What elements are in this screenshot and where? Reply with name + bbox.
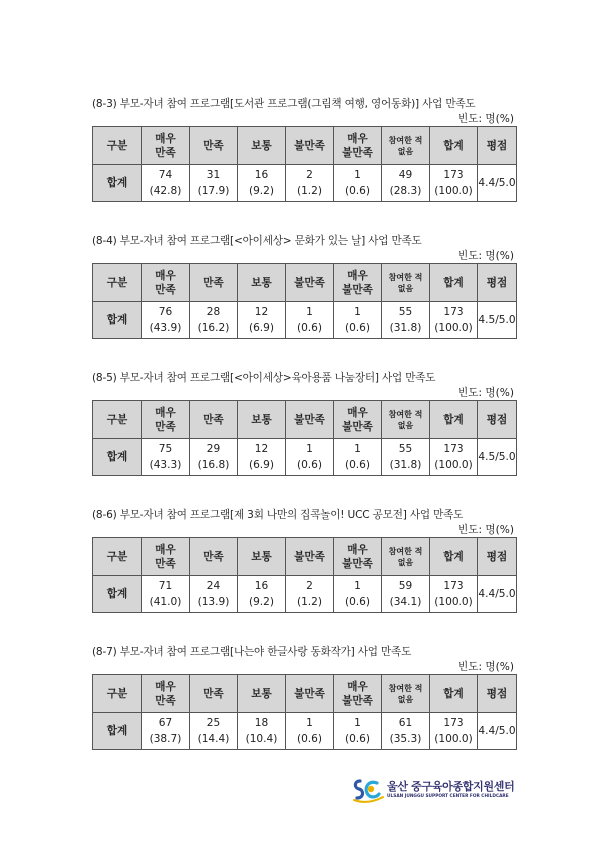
column-header: 보통 — [238, 401, 286, 439]
survey-section — [92, 370, 516, 476]
column-header: 평점 — [478, 127, 517, 165]
count-value: 61 — [398, 717, 413, 729]
column-header: 만족 — [190, 127, 238, 165]
percent-value: (1.2) — [296, 185, 323, 197]
row-label: 합계 — [93, 302, 142, 339]
column-header: 매우 만족 — [142, 675, 190, 713]
percent-value: (9.2) — [248, 185, 275, 197]
column-header: 참여한 적 없음 — [382, 127, 430, 165]
value-cell — [286, 439, 334, 476]
percent-value: (100.0) — [434, 185, 473, 197]
column-header: 구분 — [93, 401, 142, 439]
column-header: 만족 — [190, 675, 238, 713]
count-value: 1 — [354, 443, 361, 455]
column-header: 매우 불만족 — [334, 675, 382, 713]
column-header: 구분 — [93, 127, 142, 165]
row-label: 합계 — [93, 713, 142, 750]
count-value: 1 — [306, 443, 313, 455]
value-cell — [382, 439, 430, 476]
column-header: 불만족 — [286, 127, 334, 165]
count-value: 76 — [158, 306, 173, 318]
table-row — [93, 165, 517, 202]
percent-value: (0.6) — [344, 596, 371, 608]
percent-value: (14.4) — [197, 733, 230, 745]
percent-value: (16.2) — [197, 322, 230, 334]
count-value: 173 — [443, 443, 464, 455]
value-cell — [238, 302, 286, 339]
value-cell — [190, 713, 238, 750]
count-value: 67 — [158, 717, 173, 729]
header-row — [93, 127, 517, 165]
percent-value: (6.9) — [248, 459, 275, 471]
percent-value: (13.9) — [197, 596, 230, 608]
value-cell — [430, 165, 478, 202]
satisfaction-table — [92, 126, 517, 202]
value-cell — [334, 165, 382, 202]
table-row — [93, 576, 517, 613]
count-value: 173 — [443, 169, 464, 181]
percent-value: (1.2) — [296, 596, 323, 608]
percent-value: (43.9) — [149, 322, 182, 334]
unit-label: 빈도: 명(%) — [458, 524, 514, 536]
org-name-ko: 울산 중구육아종합지원센터 — [387, 780, 515, 793]
column-header: 보통 — [238, 127, 286, 165]
percent-value: (42.8) — [149, 185, 182, 197]
value-cell — [334, 576, 382, 613]
column-header: 구분 — [93, 538, 142, 576]
count-value: 2 — [306, 580, 313, 592]
footer-logo — [351, 777, 551, 805]
value-cell — [334, 302, 382, 339]
count-value: 1 — [354, 580, 361, 592]
value-cell — [382, 713, 430, 750]
survey-section — [92, 644, 516, 750]
percent-value: (31.8) — [389, 459, 422, 471]
count-value: 1 — [354, 169, 361, 181]
count-value: 12 — [254, 443, 269, 455]
column-header: 매우 불만족 — [334, 538, 382, 576]
header-row — [93, 675, 517, 713]
value-cell — [430, 302, 478, 339]
value-cell — [430, 439, 478, 476]
value-cell — [238, 713, 286, 750]
unit-label: 빈도: 명(%) — [458, 250, 514, 262]
percent-value: (0.6) — [344, 185, 371, 197]
column-header: 합계 — [430, 675, 478, 713]
section-title: (8-4) 부모-자녀 참여 프로그램[<아이세상> 문화가 있는 날] 사업 만족도 — [92, 235, 422, 247]
count-value: 173 — [443, 717, 464, 729]
percent-value: (10.4) — [245, 733, 278, 745]
satisfaction-table — [92, 263, 517, 339]
section-title: (8-7) 부모-자녀 참여 프로그램[나는야 한글사랑 동화작가] 사업 만족도 — [92, 646, 412, 658]
table-row — [93, 439, 517, 476]
value-cell — [286, 713, 334, 750]
column-header: 매우 불만족 — [334, 127, 382, 165]
unit-label: 빈도: 명(%) — [458, 113, 514, 125]
count-value: 1 — [306, 306, 313, 318]
value-cell — [238, 439, 286, 476]
unit-label: 빈도: 명(%) — [458, 387, 514, 399]
percent-value: (0.6) — [344, 322, 371, 334]
column-header: 불만족 — [286, 675, 334, 713]
count-value: 1 — [354, 717, 361, 729]
percent-value: (0.6) — [296, 322, 323, 334]
percent-value: (6.9) — [248, 322, 275, 334]
count-value: 28 — [206, 306, 221, 318]
column-header: 평점 — [478, 675, 517, 713]
value-cell — [334, 439, 382, 476]
percent-value: (100.0) — [434, 733, 473, 745]
count-value: 74 — [158, 169, 173, 181]
column-header: 평점 — [478, 538, 517, 576]
column-header: 참여한 적 없음 — [382, 538, 430, 576]
column-header: 참여한 적 없음 — [382, 675, 430, 713]
table-row — [93, 713, 517, 750]
count-value: 1 — [306, 717, 313, 729]
sc-logo-icon — [351, 777, 385, 803]
value-cell — [190, 165, 238, 202]
rating-cell: 4.5/5.0 — [478, 439, 517, 476]
percent-value: (100.0) — [434, 596, 473, 608]
header-row — [93, 264, 517, 302]
column-header: 구분 — [93, 675, 142, 713]
column-header: 참여한 적 없음 — [382, 401, 430, 439]
survey-section — [92, 96, 516, 202]
percent-value: (0.6) — [296, 459, 323, 471]
unit-label: 빈도: 명(%) — [458, 661, 514, 673]
column-header: 합계 — [430, 264, 478, 302]
column-header: 참여한 적 없음 — [382, 264, 430, 302]
count-value: 75 — [158, 443, 173, 455]
count-value: 29 — [206, 443, 221, 455]
section-title: (8-5) 부모-자녀 참여 프로그램[<아이세상>육아용품 나눔장터] 사업 만족도 — [92, 372, 436, 384]
count-value: 1 — [354, 306, 361, 318]
percent-value: (0.6) — [296, 733, 323, 745]
value-cell — [190, 576, 238, 613]
percent-value: (35.3) — [389, 733, 422, 745]
value-cell — [334, 713, 382, 750]
count-value: 24 — [206, 580, 221, 592]
column-header: 매우 만족 — [142, 401, 190, 439]
column-header: 보통 — [238, 264, 286, 302]
value-cell — [238, 165, 286, 202]
column-header: 합계 — [430, 401, 478, 439]
value-cell — [430, 576, 478, 613]
value-cell — [190, 439, 238, 476]
column-header: 만족 — [190, 264, 238, 302]
column-header: 불만족 — [286, 538, 334, 576]
column-header: 평점 — [478, 401, 517, 439]
column-header: 보통 — [238, 538, 286, 576]
rating-cell: 4.4/5.0 — [478, 576, 517, 613]
column-header: 불만족 — [286, 264, 334, 302]
count-value: 173 — [443, 580, 464, 592]
rating-cell: 4.5/5.0 — [478, 302, 517, 339]
count-value: 16 — [254, 580, 269, 592]
column-header: 불만족 — [286, 401, 334, 439]
section-title: (8-3) 부모-자녀 참여 프로그램[도서관 프로그램(그림책 여행, 영어동화)] 사업 만족도 — [92, 98, 476, 110]
percent-value: (0.6) — [344, 459, 371, 471]
percent-value: (17.9) — [197, 185, 230, 197]
count-value: 25 — [206, 717, 221, 729]
column-header: 만족 — [190, 401, 238, 439]
percent-value: (28.3) — [389, 185, 422, 197]
percent-value: (16.8) — [197, 459, 230, 471]
value-cell — [382, 302, 430, 339]
column-header: 평점 — [478, 264, 517, 302]
value-cell — [238, 576, 286, 613]
survey-section — [92, 233, 516, 339]
percent-value: (100.0) — [434, 322, 473, 334]
header-row — [93, 538, 517, 576]
count-value: 55 — [398, 306, 413, 318]
value-cell — [382, 165, 430, 202]
count-value: 2 — [306, 169, 313, 181]
value-cell — [142, 302, 190, 339]
count-value: 31 — [206, 169, 221, 181]
percent-value: (31.8) — [389, 322, 422, 334]
section-title: (8-6) 부모-자녀 참여 프로그램[제 3회 나만의 집콕놀이! UCC 공모전] 사업 만족도 — [92, 509, 464, 521]
satisfaction-table — [92, 400, 517, 476]
count-value: 55 — [398, 443, 413, 455]
row-label: 합계 — [93, 439, 142, 476]
column-header: 합계 — [430, 538, 478, 576]
value-cell — [430, 713, 478, 750]
column-header: 합계 — [430, 127, 478, 165]
percent-value: (38.7) — [149, 733, 182, 745]
percent-value: (100.0) — [434, 459, 473, 471]
value-cell — [286, 576, 334, 613]
percent-value: (43.3) — [149, 459, 182, 471]
percent-value: (34.1) — [389, 596, 422, 608]
value-cell — [142, 576, 190, 613]
table-row — [93, 302, 517, 339]
column-header: 구분 — [93, 264, 142, 302]
count-value: 59 — [398, 580, 413, 592]
satisfaction-table — [92, 537, 517, 613]
value-cell — [190, 302, 238, 339]
count-value: 12 — [254, 306, 269, 318]
rating-cell: 4.4/5.0 — [478, 165, 517, 202]
header-row — [93, 401, 517, 439]
value-cell — [142, 439, 190, 476]
column-header: 매우 만족 — [142, 538, 190, 576]
value-cell — [142, 165, 190, 202]
value-cell — [382, 576, 430, 613]
row-label: 합계 — [93, 165, 142, 202]
value-cell — [286, 302, 334, 339]
count-value: 18 — [254, 717, 269, 729]
count-value: 71 — [158, 580, 173, 592]
column-header: 매우 만족 — [142, 127, 190, 165]
column-header: 매우 만족 — [142, 264, 190, 302]
column-header: 보통 — [238, 675, 286, 713]
column-header: 매우 불만족 — [334, 401, 382, 439]
value-cell — [286, 165, 334, 202]
value-cell — [142, 713, 190, 750]
satisfaction-table — [92, 674, 517, 750]
column-header: 만족 — [190, 538, 238, 576]
survey-section — [92, 507, 516, 613]
count-value: 173 — [443, 306, 464, 318]
count-value: 49 — [398, 169, 413, 181]
percent-value: (41.0) — [149, 596, 182, 608]
count-value: 16 — [254, 169, 269, 181]
org-name-en: ULSAN JUNGGU SUPPORT CENTER FOR CHILDCARE — [387, 794, 509, 799]
row-label: 합계 — [93, 576, 142, 613]
percent-value: (0.6) — [344, 733, 371, 745]
column-header: 매우 불만족 — [334, 264, 382, 302]
rating-cell: 4.4/5.0 — [478, 713, 517, 750]
percent-value: (9.2) — [248, 596, 275, 608]
